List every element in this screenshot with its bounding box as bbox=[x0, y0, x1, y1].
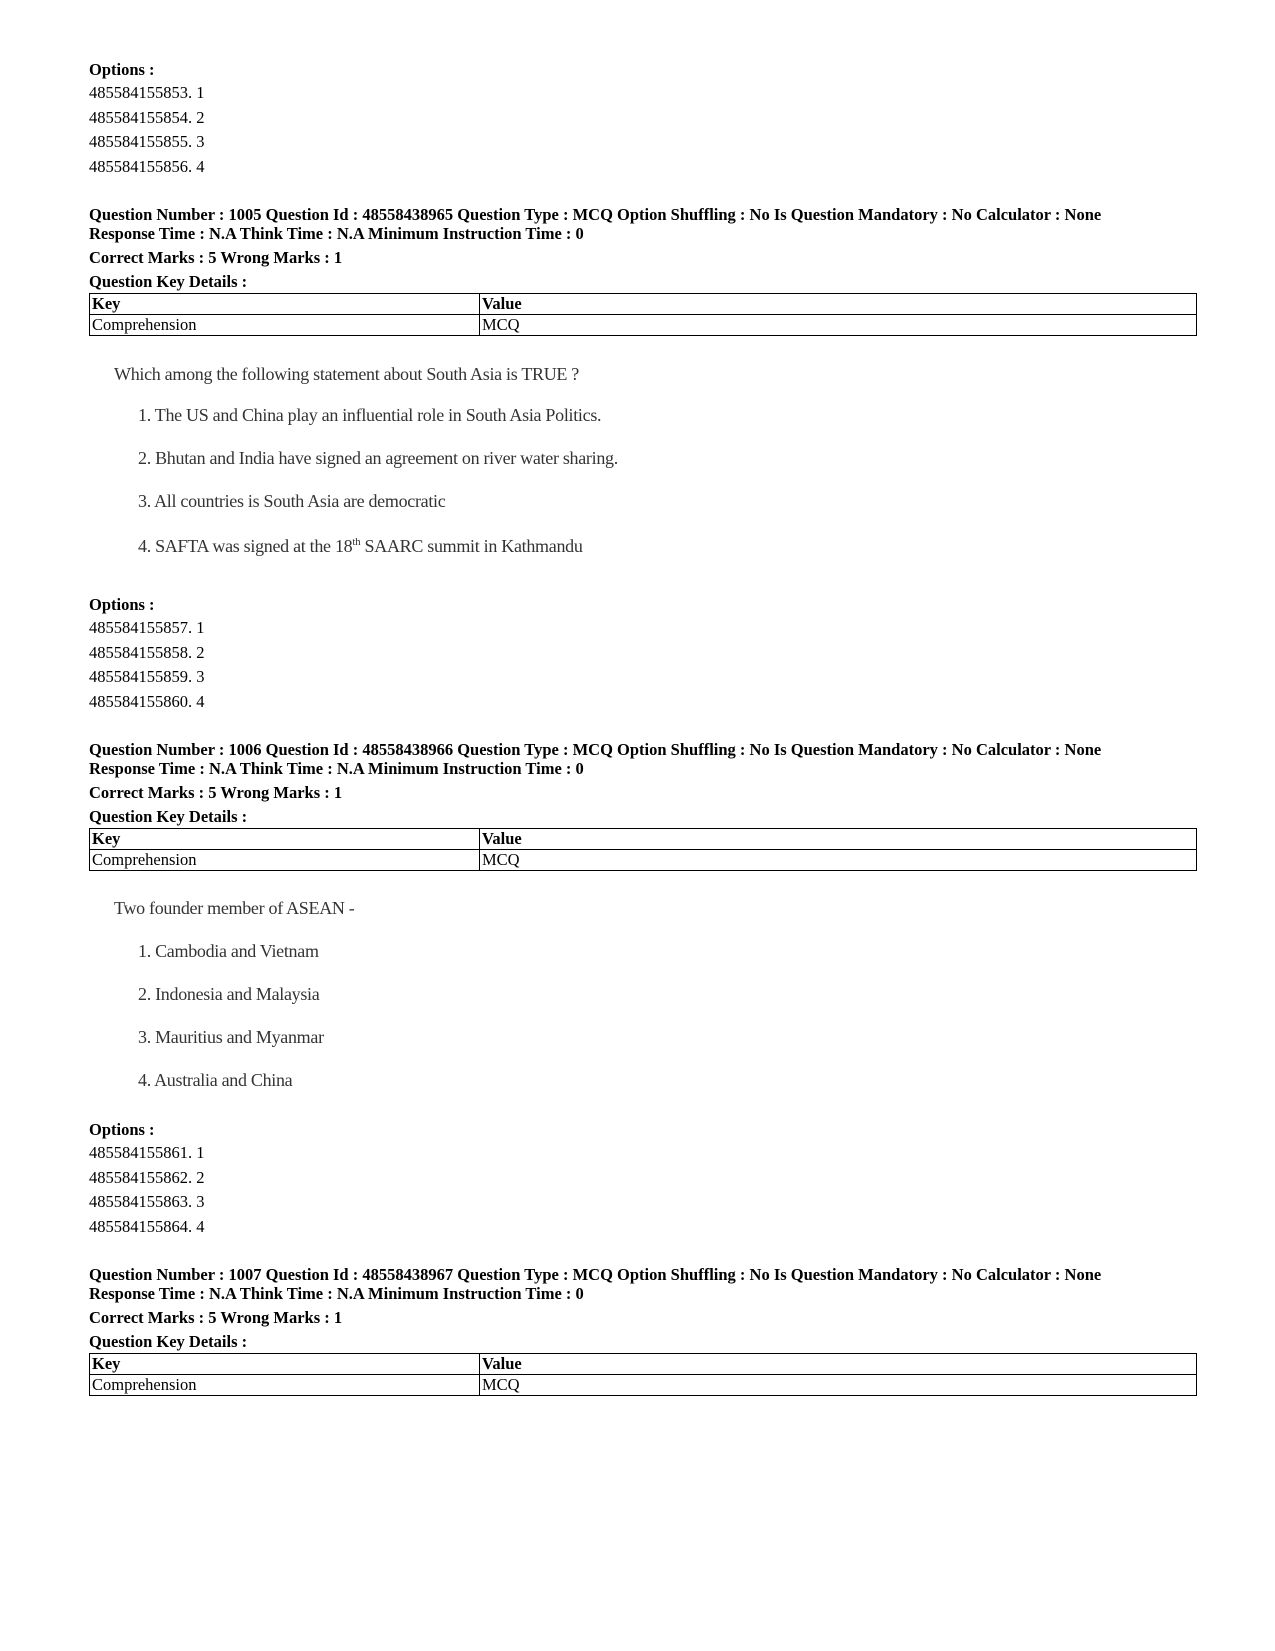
table-header-value: Value bbox=[480, 294, 1197, 315]
question-timing: Response Time : N.A Think Time : N.A Minimum Instruction Time : 0 bbox=[89, 224, 584, 243]
question-block-1005 bbox=[89, 205, 1197, 336]
choice-item: 3. All countries is South Asia are democratic bbox=[138, 491, 446, 511]
option-item: 485584155858. 2 bbox=[89, 642, 205, 662]
question-marks: Correct Marks : 5 Wrong Marks : 1 bbox=[89, 783, 343, 802]
options-block-1006 bbox=[89, 1120, 1197, 1239]
question-header: Question Number : 1005 Question Id : 48558438965 Question Type : MCQ Option Shuffling : No Is Question Mandatory : No Calculator : None bbox=[89, 205, 1102, 224]
choice-item: 2. Indonesia and Malaysia bbox=[138, 984, 320, 1004]
question-block-1007 bbox=[89, 1265, 1197, 1396]
options-label: Options : bbox=[89, 1120, 155, 1139]
table-header-key: Key bbox=[90, 294, 480, 315]
table-header-value: Value bbox=[480, 829, 1197, 850]
table-header-key: Key bbox=[90, 1354, 480, 1375]
question-marks: Correct Marks : 5 Wrong Marks : 1 bbox=[89, 248, 343, 267]
option-item: 485584155859. 3 bbox=[89, 667, 205, 686]
key-details-label: Question Key Details : bbox=[89, 272, 248, 291]
table-cell-value: MCQ bbox=[480, 1375, 1197, 1396]
option-item: 485584155861. 1 bbox=[89, 1143, 205, 1162]
option-item: 485584155862. 2 bbox=[89, 1167, 205, 1187]
options-block-top bbox=[89, 60, 1197, 179]
question-image-1006 bbox=[114, 898, 355, 1091]
question-timing: Response Time : N.A Think Time : N.A Minimum Instruction Time : 0 bbox=[89, 1284, 584, 1303]
option-item: 485584155855. 3 bbox=[89, 132, 205, 151]
choice-text: SAARC summit in Kathmandu bbox=[364, 536, 583, 556]
options-label: Options : bbox=[89, 60, 155, 79]
choice-text: 4. SAFTA was signed at the 18 bbox=[138, 536, 353, 556]
question-header: Question Number : 1006 Question Id : 48558438966 Question Type : MCQ Option Shuffling : No Is Question Mandatory : No Calculator : None bbox=[89, 740, 1102, 759]
options-block-1005 bbox=[89, 595, 1197, 714]
option-item: 485584155854. 2 bbox=[89, 107, 205, 127]
question-marks: Correct Marks : 5 Wrong Marks : 1 bbox=[89, 1308, 343, 1327]
option-item: 485584155863. 3 bbox=[89, 1192, 205, 1211]
table-cell-key: Comprehension bbox=[90, 1375, 480, 1396]
choice-item: 4. Australia and China bbox=[138, 1070, 293, 1090]
table-header-value: Value bbox=[480, 1354, 1197, 1375]
key-details-table bbox=[89, 828, 1197, 871]
table-cell-key: Comprehension bbox=[90, 850, 480, 871]
choice-item: 2. Bhutan and India have signed an agreement on river water sharing. bbox=[138, 448, 618, 468]
key-details-label: Question Key Details : bbox=[89, 807, 248, 826]
choice-superscript: th bbox=[352, 536, 361, 548]
question-header: Question Number : 1007 Question Id : 48558438967 Question Type : MCQ Option Shuffling : No Is Question Mandatory : No Calculator : None bbox=[89, 1265, 1102, 1284]
key-details-table bbox=[89, 293, 1197, 336]
choice-item: 3. Mauritius and Myanmar bbox=[138, 1027, 324, 1047]
question-stem: Two founder member of ASEAN - bbox=[114, 898, 355, 918]
option-item: 485584155857. 1 bbox=[89, 618, 205, 637]
table-cell-value: MCQ bbox=[480, 850, 1197, 871]
table-header-key: Key bbox=[90, 829, 480, 850]
table-cell-key: Comprehension bbox=[90, 315, 480, 336]
key-details-label: Question Key Details : bbox=[89, 1332, 248, 1351]
table-cell-value: MCQ bbox=[480, 315, 1197, 336]
question-stem: Which among the following statement about South Asia is TRUE ? bbox=[114, 364, 580, 384]
option-item: 485584155853. 1 bbox=[89, 83, 205, 102]
option-item: 485584155860. 4 bbox=[89, 691, 205, 711]
choice-item: 1. Cambodia and Vietnam bbox=[138, 941, 319, 961]
question-timing: Response Time : N.A Think Time : N.A Minimum Instruction Time : 0 bbox=[89, 759, 584, 778]
key-details-table bbox=[89, 1353, 1197, 1396]
question-image-1005 bbox=[114, 364, 618, 557]
question-block-1006 bbox=[89, 740, 1197, 871]
option-item: 485584155864. 4 bbox=[89, 1216, 205, 1236]
options-label: Options : bbox=[89, 595, 155, 614]
choice-item: 1. The US and China play an influential role in South Asia Politics. bbox=[138, 405, 602, 425]
choice-item-4 bbox=[138, 536, 618, 557]
option-item: 485584155856. 4 bbox=[89, 156, 205, 176]
